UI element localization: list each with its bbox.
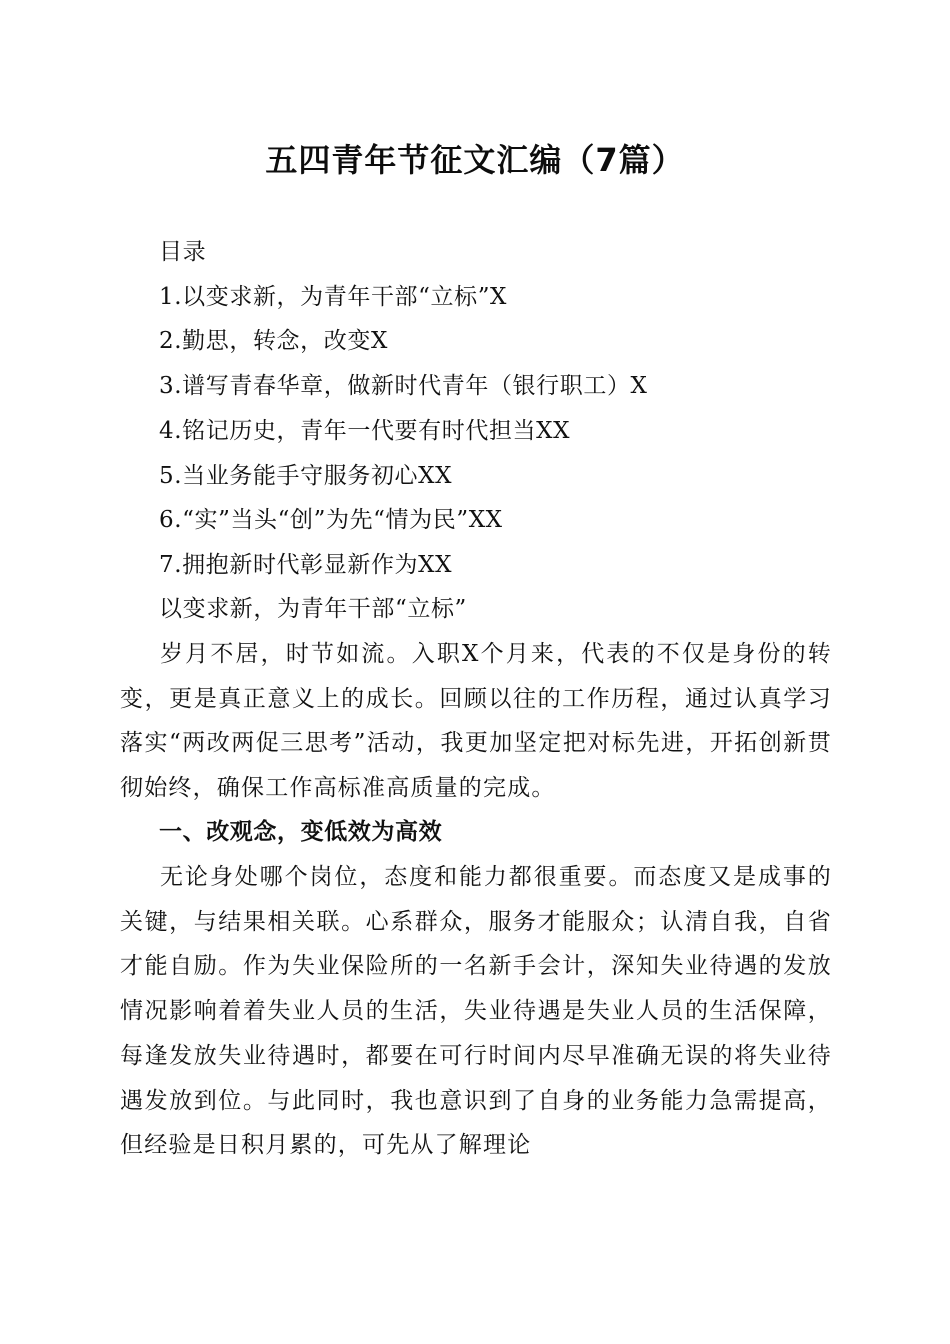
toc-item-3: 3.谱写青春华章，做新时代青年（银行职工）X <box>159 373 648 400</box>
document-title: 五四青年节征文汇编（7篇） <box>265 141 685 179</box>
article-title: 以变求新，为青年干部“立标” <box>159 596 467 622</box>
toc-item-2: 2.勤思，转念，改变X <box>159 328 388 355</box>
toc-item-1: 1.以变求新，为青年干部“立标”X <box>159 283 508 310</box>
paragraph-intro: 岁月不居，时节如流。入职X个月来，代表的不仅是身份的转变，更是真正意义上的成长。回顾以往的工作历程，通过认真学习落实“两改两促三思考”活动，我更加坚定把对标先进，开拓创新贯彻始终，确保工作高标准高质量的完成。 <box>120 641 832 802</box>
paragraph-section-1: 无论身处哪个岗位，态度和能力都很重要。而态度又是成事的关键，与结果相关联。心系群众，服务才能服众；认清自我，自省才能自励。作为失业保险所的一名新手会计，深知失业待遇的发放情况影响着着失业人员的生活，失业待遇是失业人员的生活保障，每逢发放失业待遇时，都要在可行时间内尽早准确无误的将失业待遇发放到位。与此同时，我也意识到了自身的业务能力急需提高，但经验是日积月累的，可先从了解理论 <box>120 864 832 1159</box>
section-heading-1: 一、改观念，变低效为高效 <box>159 819 443 845</box>
toc-item-5: 5.当业务能手守服务初心XX <box>159 462 453 489</box>
toc-label: 目录 <box>159 239 207 265</box>
toc-item-7: 7.拥抱新时代彰显新作为XX <box>159 551 453 578</box>
toc-item-4: 4.铭记历史，青年一代要有时代担当XX <box>159 417 571 444</box>
table-of-contents <box>159 230 859 588</box>
toc-item-6: 6.“实”当头“创”为先“情为民”XX <box>159 507 503 534</box>
